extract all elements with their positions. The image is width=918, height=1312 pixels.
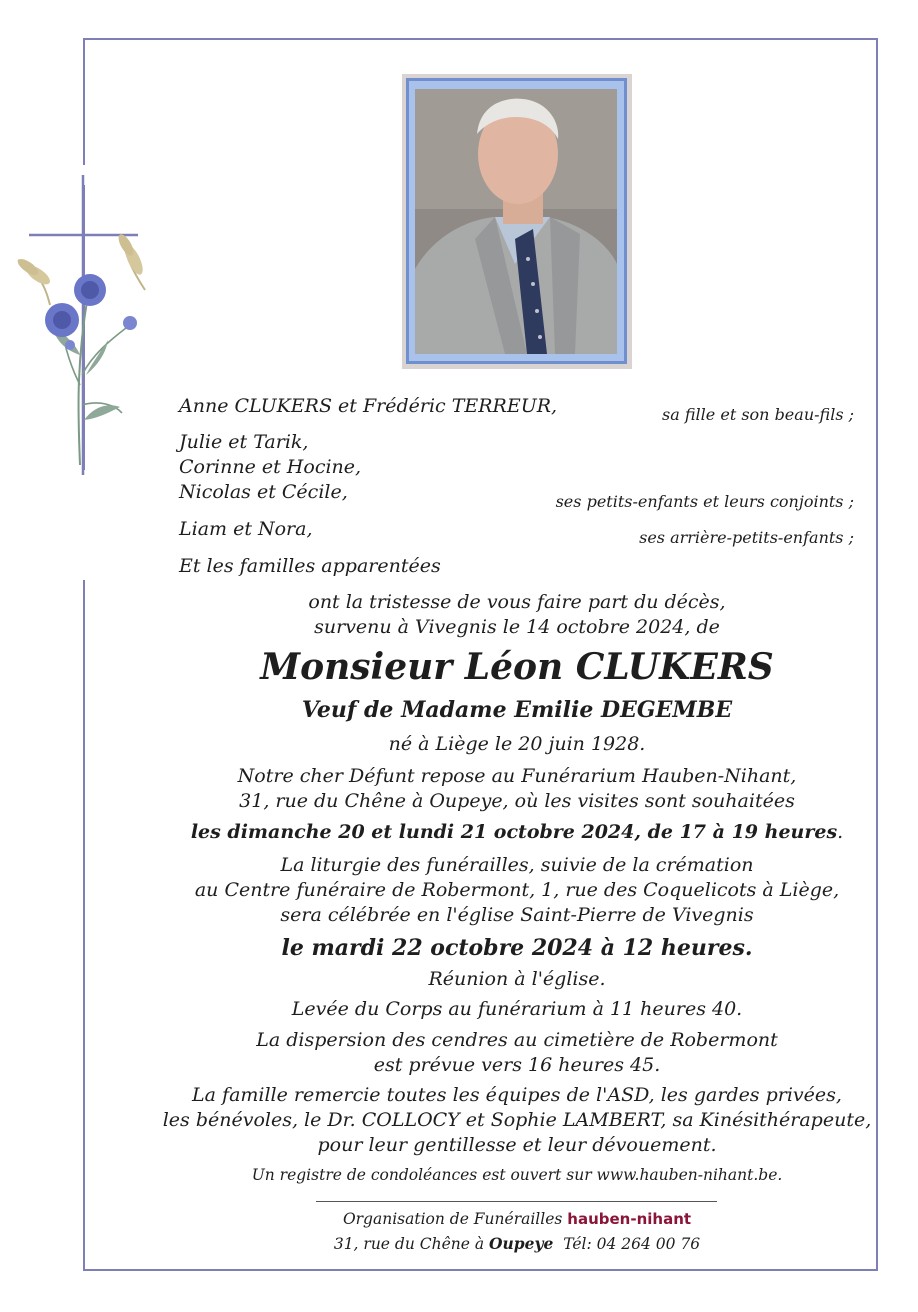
ceremony-date: le mardi 22 octobre 2024 à 12 heures. — [281, 935, 753, 961]
ceremony-meeting: Réunion à l'église. — [428, 968, 606, 990]
footer-phone: Tél: 04 264 00 76 — [563, 1235, 701, 1253]
relation-grandchildren: ses petits-enfants et leurs conjoints ; — [555, 492, 854, 511]
visitation-dates-end: . — [837, 821, 844, 843]
footer-org-label: Organisation de Funérailles — [342, 1210, 563, 1228]
grandchild-2: Corinne et Hocine, — [179, 456, 362, 478]
grandchild-1: Julie et Tarik, — [179, 431, 309, 453]
cross-flower-decoration — [10, 175, 160, 479]
announcement-line-1: ont la tristesse de vous faire part du décès, — [308, 591, 726, 613]
visitation-line-2: 31, rue du Chêne à Oupeye, où les visites sont souhaitées — [239, 790, 795, 812]
visitation-line-1: Notre cher Défunt repose au Funérarium Hauben-Nihant, — [237, 765, 797, 787]
ceremony-line-1: La liturgie des funérailles, suivie de la crémation — [280, 854, 754, 876]
brand-logo: hauben-nihant — [567, 1210, 692, 1228]
condolence-registry: Un registre de condoléances est ouvert sur www.hauben-nihant.be. — [251, 1166, 783, 1184]
deceased-name: Monsieur Léon CLUKERS — [260, 646, 774, 688]
thanks-line-3: pour leur gentillesse et leur dévouement. — [317, 1134, 717, 1156]
thanks-line-1: La famille remercie toutes les équipes de l'ASD, les gardes privées, — [192, 1084, 842, 1106]
deceased-birth: né à Liège le 20 juin 1928. — [388, 733, 646, 755]
footer-address-city: Oupeye — [489, 1234, 554, 1253]
ashes-line-2: est prévue vers 16 heures 45. — [373, 1054, 661, 1076]
thanks-line-2: les bénévoles, le Dr. COLLOCY et Sophie LAMBERT, sa Kinésithérapeute, — [162, 1109, 872, 1131]
footer-organisation — [0, 1210, 918, 1228]
relation-daughter: sa fille et son beau-fils ; — [662, 405, 854, 424]
extended-family: Et les familles apparentées — [179, 555, 441, 577]
visitation-dates — [0, 821, 918, 843]
visitation-dates-text: les dimanche 20 et lundi 21 octobre 2024, de 17 à 19 heures — [190, 821, 838, 843]
cornflower-wheat-icon — [15, 232, 146, 465]
announcement-line-2: survenu à Vivegnis le 14 octobre 2024, de — [314, 616, 720, 638]
ashes-line-1: La dispersion des cendres au cimetière de Robermont — [256, 1029, 778, 1051]
ceremony-line-2: au Centre funéraire de Robermont, 1, rue des Coquelicots à Liège, — [194, 879, 840, 901]
relation-great-grandchildren: ses arrière-petits-enfants ; — [639, 528, 854, 547]
great-grandchildren: Liam et Nora, — [179, 518, 313, 540]
cross-icon — [10, 175, 160, 475]
grandchild-3: Nicolas et Cécile, — [179, 481, 348, 503]
footer-address-prefix: 31, rue du Chêne à — [333, 1235, 485, 1253]
portrait-photo — [415, 89, 617, 354]
deceased-spouse: Veuf de Madame Emilie DEGEMBE — [301, 697, 733, 723]
footer-address — [0, 1234, 918, 1253]
ceremony-line-3: sera célébrée en l'église Saint-Pierre de Vivegnis — [280, 904, 754, 926]
ceremony-leave: Levée du Corps au funérarium à 11 heures 40. — [291, 998, 743, 1020]
frame-gap-bottom — [78, 470, 90, 580]
family-daughter: Anne CLUKERS et Frédéric TERREUR, — [179, 395, 558, 417]
footer-divider — [316, 1201, 717, 1202]
